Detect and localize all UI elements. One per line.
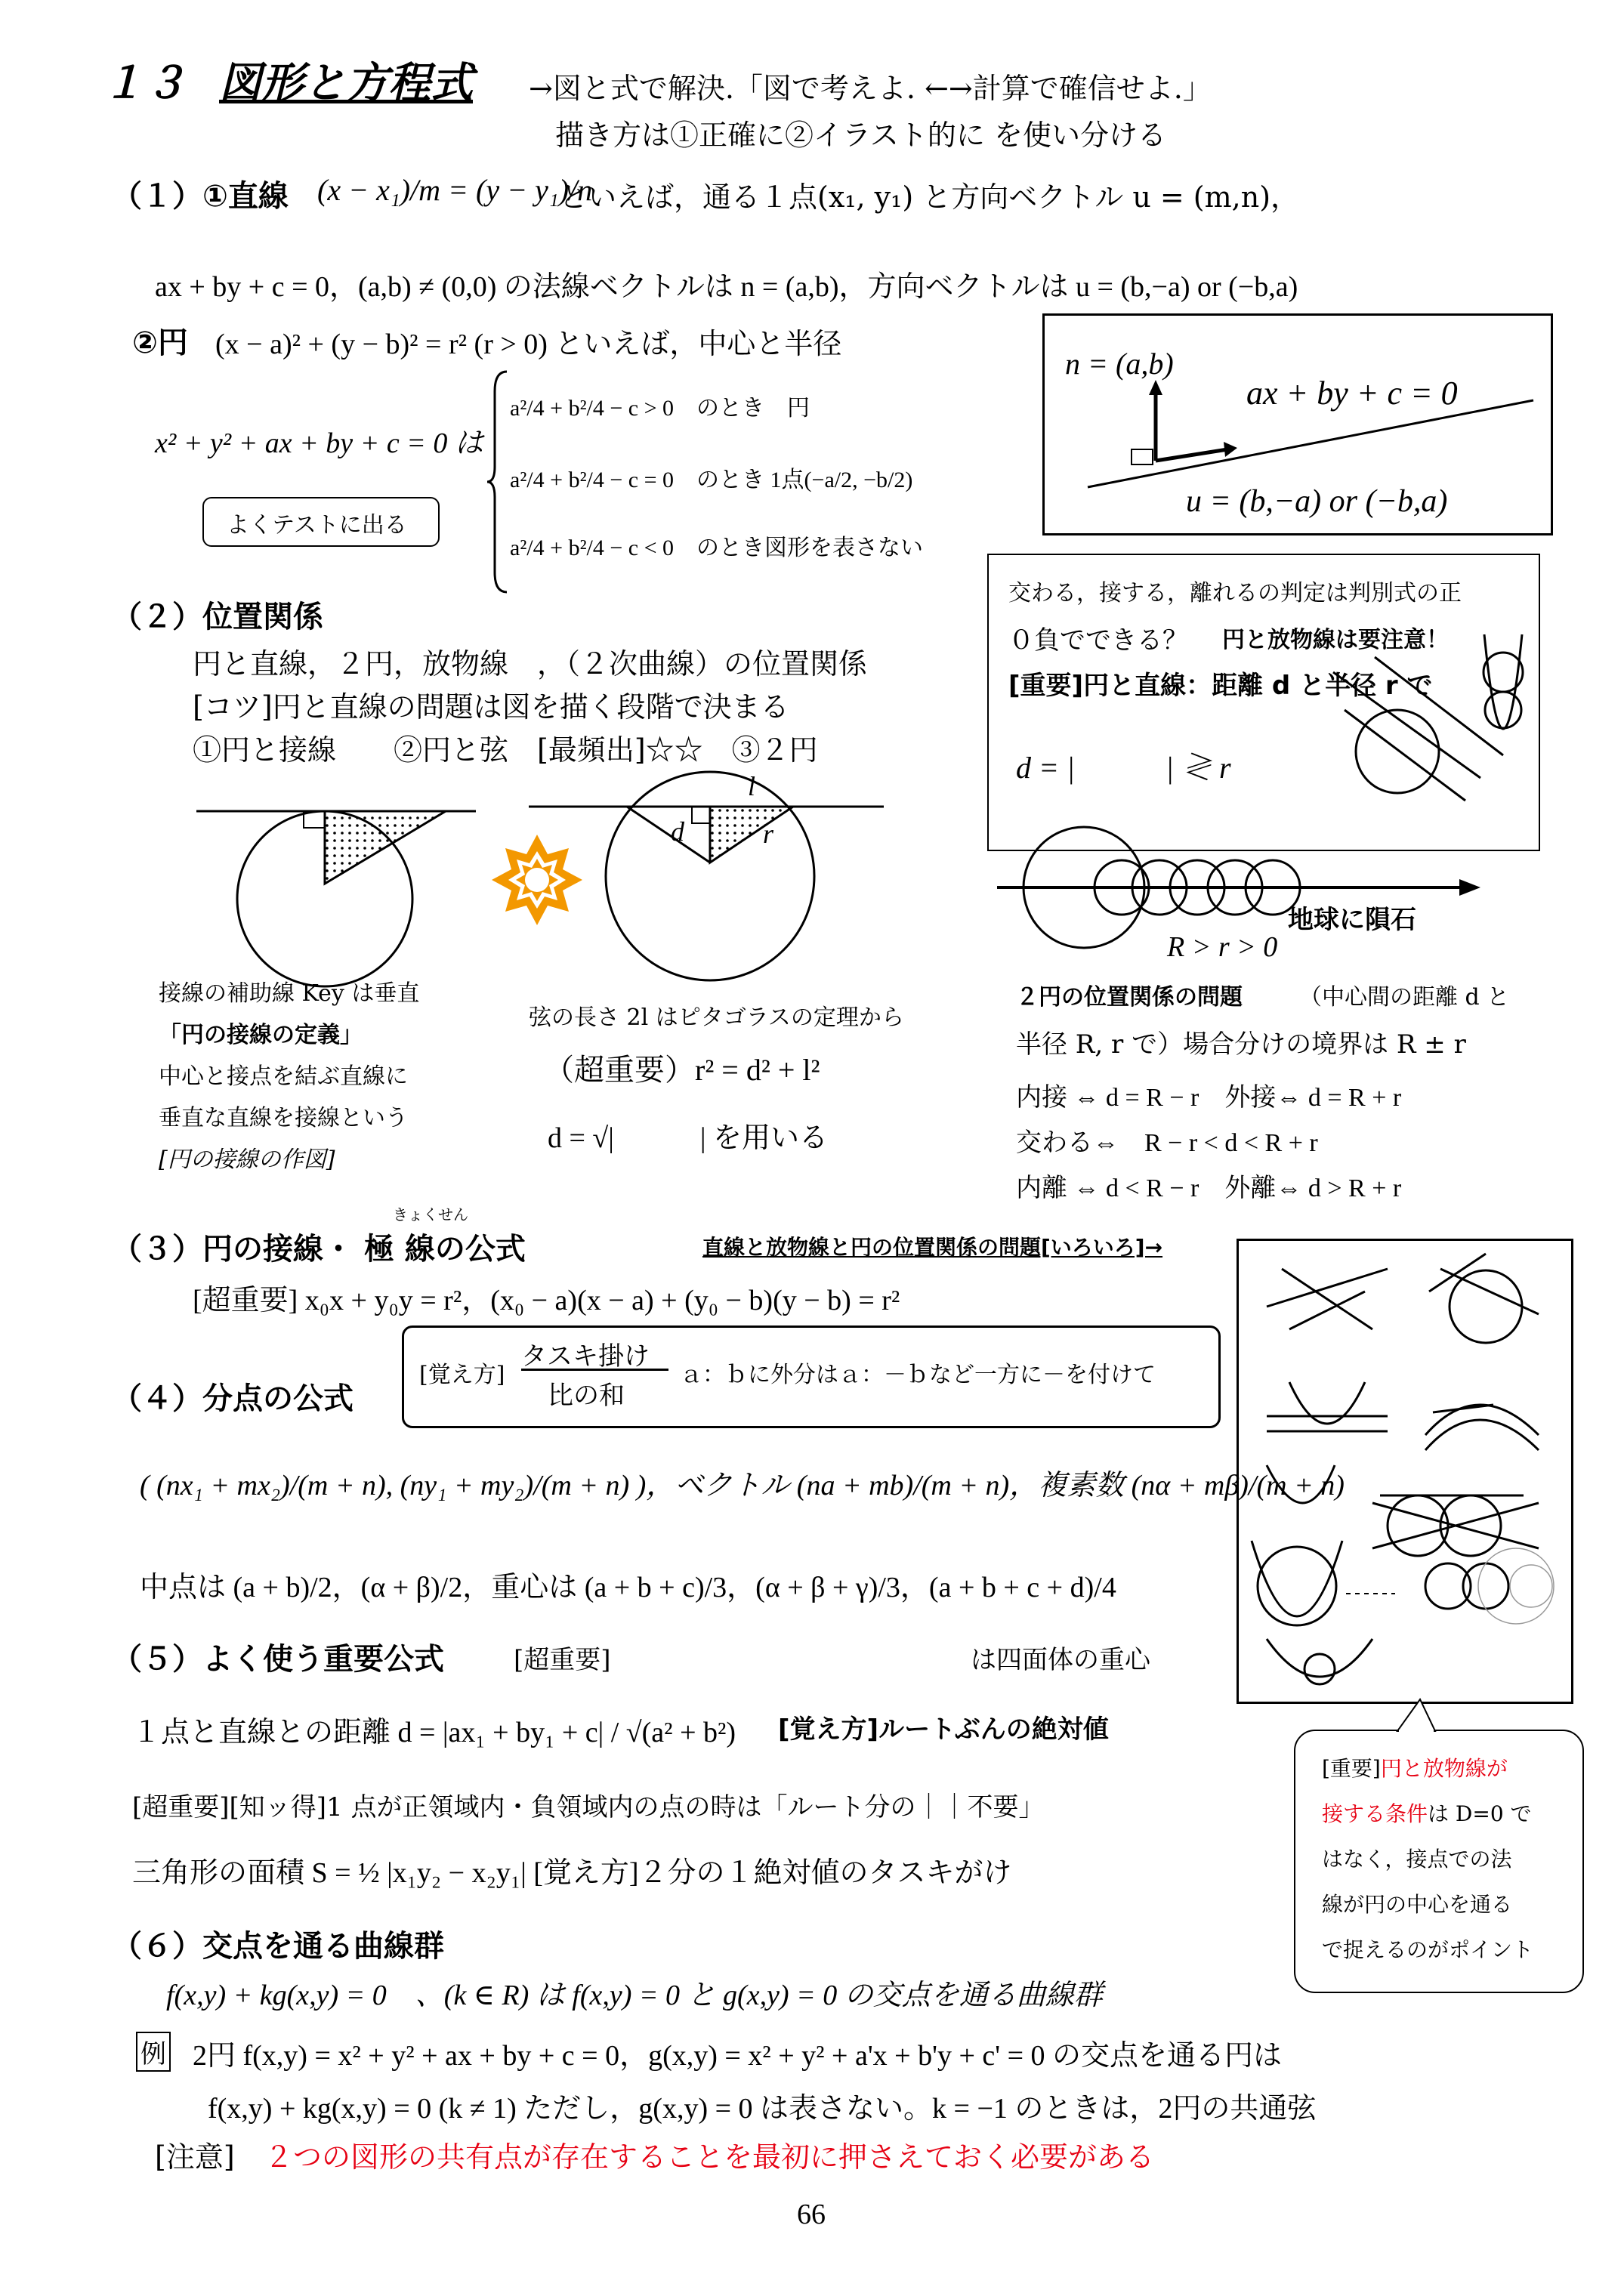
judge-line-3: [重要]円と直線：距離 d と半径 r で — [1008, 671, 1433, 701]
tangent-note-5: [円の接線の作図] — [159, 1146, 335, 1173]
polar-furigana: きょくせん — [393, 1205, 468, 1224]
judge-line-2a: ０負でできる？ — [1008, 625, 1188, 656]
tangent-note-3: 中心と接点を結ぶ直線に — [159, 1063, 408, 1090]
direction-vector-label: u = (b,−a) or (−b,a) — [1186, 484, 1448, 519]
s3-link[interactable]: 直線と放物線と円の位置関係の問題[いろいろ]→ — [702, 1235, 1163, 1260]
case-circle: a²/4 + b²/4 − c > 0 のとき 円 — [510, 396, 810, 421]
test-badge-label: よくテストに出る — [227, 512, 407, 539]
chord-d-label: d — [671, 816, 684, 847]
title-subtitle: →図と式で解決.「図で考えよ. ←→計算で確信せよ.」 — [529, 72, 1212, 105]
normal-vector-label: n = (a,b) — [1065, 347, 1174, 381]
s1-general-form: ax + by + c = 0，(a,b) ≠ (0,0) の法線ベクトルは n = (a,b)，方向ベクトルは u = (b,−a) or (−b,a) — [155, 271, 1298, 303]
s1-circle-label: ②円 — [132, 326, 188, 360]
s1-circle-equation: (x − a)² + (y − b)² = r² (r > 0) といえば，中心と半径 — [215, 329, 842, 360]
region-note: [超重要][知ッ得]1 点が正領域内・負領域内の点の時は「ルート分の｜｜不要」 — [132, 1792, 1045, 1822]
radius-inequality: R > r > 0 — [1167, 931, 1278, 963]
case-point: a²/4 + b²/4 − c = 0 のとき 1点(−a/2, −b/2) — [510, 468, 913, 492]
triangle-area-formula: 三角形の面積 S = ½ |x₁y₂ − x₂y₁| [覚え方]２分の１絶対値のタスキがけ — [132, 1857, 1012, 1889]
cases-brace — [487, 369, 510, 595]
mnemonic-frac-bottom: 比の和 — [548, 1381, 625, 1411]
page-number: 66 — [797, 2199, 826, 2230]
two-circle-desc-1: （中心間の距離 d と — [1299, 984, 1510, 1011]
example-label: 例 — [136, 2032, 171, 2072]
tangent-note-1: 接線の補助線 Key は垂直 — [159, 980, 420, 1007]
relation-intersect: 交わる⇔ R − r < d < R + r — [1016, 1129, 1318, 1157]
title-line2: 描き方は①正確に②イラスト的に を使い分ける — [555, 119, 1166, 152]
example-line-2: f(x,y) + kg(x,y) = 0 (k ≠ 1) ただし，g(x,y) = 0 は表さない。k = −1 のときは，2円の共通弦 — [208, 2093, 1317, 2125]
curve-family-formula: f(x,y) + kg(x,y) = 0 、(k ∈ R) は f(x,y) = 0 と g(x,y) = 0 の交点を通る曲線群 — [166, 1980, 1103, 2011]
s6-heading: （６）交点を通る曲線群 — [112, 1929, 444, 1964]
two-circle-desc-2: 半径 R, r で）場合分けの境界は R ± r — [1016, 1029, 1466, 1060]
s2-description: 円と直線，２円，放物線 ，（２次曲線）の位置関係 — [193, 647, 868, 680]
example-line-1: 2円 f(x,y) = x² + y² + ax + by + c = 0，g(x,y) = x² + y² + a'x + b'y + c' = 0 の交点を通る円は — [193, 2040, 1283, 2072]
chord-l-label: l — [748, 771, 756, 801]
s1-line-text: といえば，通る１点(x₁, y₁) と方向ベクトル u = (m,n)， — [559, 181, 1300, 214]
mnemonic-frac-bar — [521, 1369, 668, 1371]
s5-heading: （５）よく使う重要公式 — [112, 1642, 444, 1677]
s2-items: ①円と接線 ②円と弦 [最頻出]☆☆ ③２円 — [193, 733, 818, 767]
meteor-label: 地球に隕石 — [1288, 905, 1416, 935]
mnemonic-label: [覚え方] — [419, 1362, 505, 1388]
mnemonic-text: ａ：ｂに外分はａ：－ｂなど一方に－を付けて — [680, 1362, 1156, 1388]
callout-line-4: 線が円の中心を通る — [1322, 1892, 1513, 1917]
earth-meteor-figure — [997, 801, 1496, 952]
tetrahedron-note: は四面体の重心 — [971, 1645, 1150, 1675]
callout-pointer — [1390, 1699, 1450, 1733]
judge-line-2b: 円と放物線は要注意！ — [1222, 627, 1449, 653]
case-none: a²/4 + b²/4 − c < 0 のとき図形を表さない — [510, 535, 924, 560]
section-number: １３ — [102, 59, 187, 108]
s5-heading-tag: [超重要] — [514, 1645, 611, 1675]
s4-heading: （４）分点の公式 — [112, 1381, 354, 1416]
caution-text: ２つの図形の共有点が存在することを最初に押さえておく必要がある — [264, 2140, 1155, 2174]
s3-formula: [超重要] x₀x + y₀y = r²，(x₀ − a)(x − a) + (y₀ − b)(y − b) = r² — [193, 1285, 900, 1316]
s3-heading: （３）円の接線・ 極 線の公式 — [112, 1232, 526, 1267]
callout-line-5: で捉えるのがポイント — [1322, 1937, 1534, 1962]
judge-figures — [1329, 627, 1533, 808]
relation-tangent: 内接 ⇔ d = R − r 外接⇔ d = R + r — [1016, 1084, 1402, 1112]
chord-figure — [521, 778, 899, 989]
s2-tip: [コツ]円と直線の問題は図を描く段階で決まる — [193, 690, 789, 724]
chord-note-2: （超重要）r² = d² + l² — [544, 1053, 820, 1087]
two-circle-title: ２円の位置関係の問題 — [1016, 984, 1243, 1011]
distance-formula: １点と直線との距離 d = |ax₁ + by₁ + c| / √(a² + b²) — [132, 1717, 736, 1748]
s4-division-formulas: ( (nx₁ + mx₂)/(m + n), (ny₁ + my₂)/(m + n) )，ベクトル (na + mb)/(m + n)，複素数 (nα + mβ)/(m + n) — [140, 1470, 1345, 1501]
s1-expanded-form: x² + y² + ax + by + c = 0 は — [155, 427, 483, 459]
callout-line-1: [重要]円と放物線が — [1322, 1756, 1508, 1781]
judge-line-1: 交わる，接する，離れるの判定は判別式の正 — [1008, 580, 1462, 606]
mnemonic-frac-top: タスキ掛け — [521, 1341, 650, 1372]
s1-heading: （１）①直線 — [112, 179, 289, 214]
tangent-figure — [196, 801, 483, 974]
s2-heading: （２）位置関係 — [112, 600, 323, 634]
tangent-note-4: 垂直な直線を接線という — [159, 1105, 408, 1131]
chord-note-3: d = √| | を用いる — [548, 1122, 829, 1154]
callout-line-3: はなく，接点での法 — [1322, 1847, 1512, 1872]
caution-label: [注意] — [155, 2140, 235, 2174]
s1-line-equation: (x − x₁)/m = (y − y₁)/n — [317, 173, 593, 207]
judge-formula: d = | | ≷ r — [1016, 751, 1231, 785]
chord-r-label: r — [763, 819, 774, 849]
page-title: 図形と方程式 — [219, 59, 473, 108]
tangent-note-2: 「円の接線の定義」 — [159, 1022, 363, 1048]
callout-line-2: 接する条件は D=0 で — [1322, 1801, 1532, 1826]
s4-midpoint-formulas: 中点は (a + b)/2，(α + β)/2，重心は (a + b + c)/3，(α + β + γ)/3，(a + b + c + d)/4 — [140, 1572, 1116, 1603]
line-equation-label: ax + by + c = 0 — [1246, 375, 1458, 412]
chord-note-1: 弦の長さ 2l はピタゴラスの定理から — [529, 1005, 904, 1031]
relation-separate: 内離 ⇔ d < R − r 外離⇔ d > R + r — [1016, 1174, 1402, 1202]
distance-mnemonic: [覚え方]ルートぶんの絶対値 — [778, 1714, 1109, 1745]
